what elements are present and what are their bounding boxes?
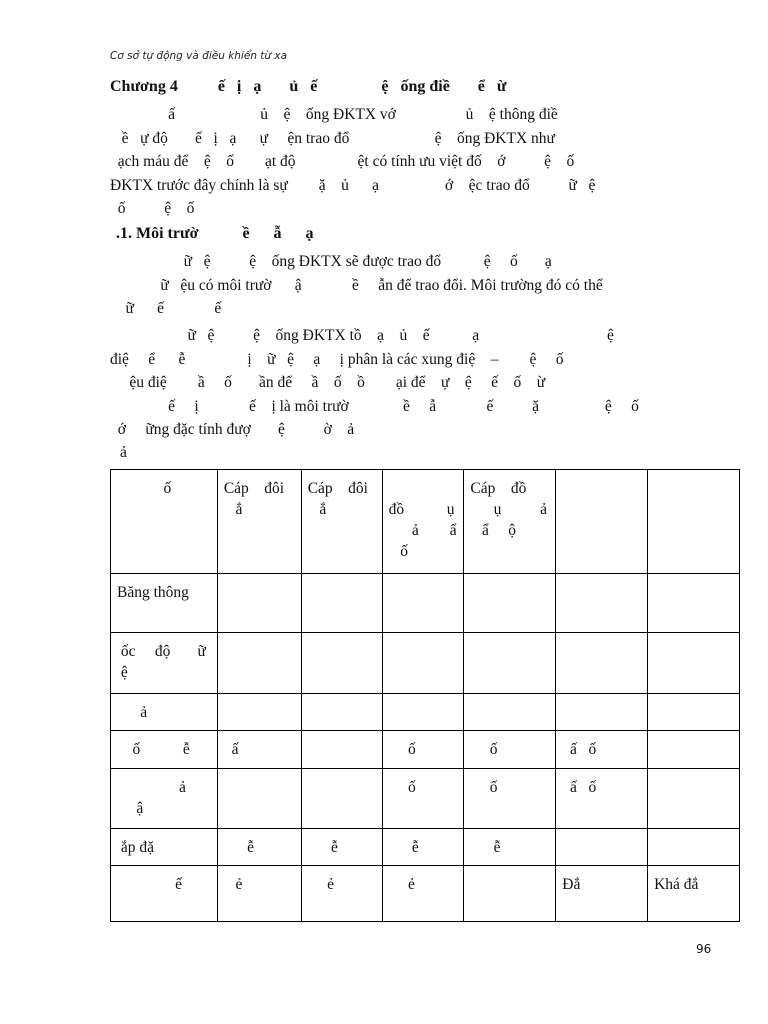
table-cell <box>556 829 648 866</box>
header-cell <box>556 470 648 574</box>
table-cell: ả ậ <box>111 769 218 829</box>
section-paragraph-1 <box>110 250 714 321</box>
table-header-row <box>111 470 740 574</box>
table-cell <box>217 633 301 694</box>
paragraph-line: ề ự độ ế ị ạ ự ện trao đổ ệ ống ĐKTX như <box>110 129 555 147</box>
paragraph-line: ấ ủ ệ ống ĐKTX vớ ủ ệ thông điề <box>110 106 558 123</box>
table-row <box>111 866 740 922</box>
table-cell: ễ <box>382 829 464 866</box>
paragraph-line: ớ ững đặc tính đượ ệ ờ ả <box>110 421 355 438</box>
table-cell: Đắ <box>556 866 648 922</box>
paragraph-line: ữ ệu có môi trườ ậ ề ẫn để trao đổi. Môi trường đó có thể <box>110 276 603 294</box>
table-cell <box>217 574 301 633</box>
table-cell <box>648 829 740 866</box>
table-cell <box>217 769 301 829</box>
table-cell <box>648 574 740 633</box>
table-row <box>111 829 740 866</box>
header-cell: Cáp đôi ắ <box>217 470 301 574</box>
table-cell: ễ <box>464 829 556 866</box>
intro-paragraph <box>110 103 714 221</box>
table-cell <box>648 633 740 694</box>
table-cell <box>556 633 648 694</box>
table-cell: Khá đắ <box>648 866 740 922</box>
table-cell: ấ ố <box>556 731 648 769</box>
header-cell: ố <box>111 470 218 574</box>
table-cell: ẻ <box>301 866 382 922</box>
table-cell: ố ễ <box>111 731 218 769</box>
table-row <box>111 694 740 731</box>
table-cell <box>301 574 382 633</box>
table-cell <box>382 694 464 731</box>
header-cell <box>648 470 740 574</box>
header-cell: đồ ụ ả ẩ ố <box>382 470 464 574</box>
table-row <box>111 731 740 769</box>
header-cell: Cáp đồ ụ ả ẩ ộ <box>464 470 556 574</box>
table-cell <box>464 574 556 633</box>
table-cell: ố <box>382 769 464 829</box>
paragraph-line: ĐKTX trước đây chính là sự ặ ủ ạ ớ ệc trao đổ ữ ệ <box>110 176 596 194</box>
table-cell <box>648 694 740 731</box>
table-row <box>111 574 740 633</box>
section-heading: .1. Môi trườ ề ẫ ạ <box>116 225 314 242</box>
table-cell: ắp đặ <box>111 829 218 866</box>
table-cell <box>301 731 382 769</box>
table-cell: ả <box>111 694 218 731</box>
table-cell <box>556 574 648 633</box>
table-cell: ố <box>464 769 556 829</box>
table-cell: Băng thông <box>111 574 218 633</box>
table-cell: ẻ <box>217 866 301 922</box>
section-paragraph-2 <box>110 324 714 442</box>
table-cell <box>301 633 382 694</box>
table-cell <box>648 769 740 829</box>
paragraph-line: điệ ể ễ ị ữ ệ ạ ị phân là các xung điệ – ệ ố <box>110 350 564 368</box>
table-cell <box>464 866 556 922</box>
table-cell: ốc độ ữ ệ <box>111 633 218 694</box>
table-cell <box>382 633 464 694</box>
comparison-table <box>110 469 740 922</box>
running-header: Cơ sở tự động và điều khiển từ xa <box>110 50 288 62</box>
paragraph-line: ế ị ế ị là môi trườ ề ẫ ế ặ ệ ố <box>110 397 639 415</box>
paragraph-line: ữ ệ ệ ống ĐKTX tồ ạ ủ ế ạ ệ <box>110 327 614 344</box>
table-cell <box>382 574 464 633</box>
table-cell: ễ <box>301 829 382 866</box>
table-cell: ố <box>382 731 464 769</box>
table-cell <box>464 694 556 731</box>
table-cell <box>301 769 382 829</box>
page-number: 96 <box>696 942 712 956</box>
chapter-heading: Chương 4 ế ị ạ ủ ế ệ ống điề ể ừ <box>110 78 507 95</box>
table-cell <box>464 633 556 694</box>
table-cell <box>648 731 740 769</box>
paragraph-line: ố ệ ố <box>110 200 195 217</box>
paragraph-line: ữ ệ ệ ống ĐKTX sẽ được trao đổ ệ ố ạ <box>110 253 552 270</box>
table-row <box>111 633 740 694</box>
paragraph-line: ữ ế ế <box>110 300 222 317</box>
table-caption: ả <box>120 444 127 461</box>
table-cell: ễ <box>217 829 301 866</box>
table-cell: ố <box>464 731 556 769</box>
table-cell <box>556 694 648 731</box>
paragraph-line: ạch máu để ệ ố ạt độ ệt có tính ưu việt đố ớ ệ ố <box>110 153 575 170</box>
table-cell <box>217 694 301 731</box>
table-cell <box>301 694 382 731</box>
table-cell: ấ ố <box>556 769 648 829</box>
paragraph-line: ệu điệ ầ ố ần để ầ ố ồ ại để ự ệ ế ố ừ <box>110 374 546 391</box>
table-cell: ẻ <box>382 866 464 922</box>
table-cell: ế <box>111 866 218 922</box>
header-cell: Cáp đôi ắ <box>301 470 382 574</box>
table-row <box>111 769 740 829</box>
table-cell: ấ <box>217 731 301 769</box>
